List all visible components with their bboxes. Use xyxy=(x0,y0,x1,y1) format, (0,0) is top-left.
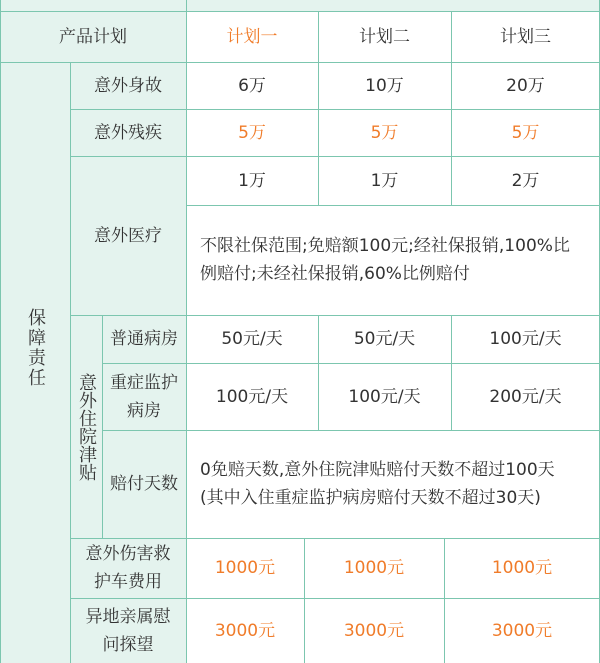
grid-line xyxy=(186,205,600,206)
icu-plan-1: 100元/天 xyxy=(215,386,289,407)
grid-line xyxy=(70,156,600,157)
ward-label: 普通病房 xyxy=(110,329,178,349)
hospital-label xyxy=(70,315,102,538)
grid-line xyxy=(0,0,1,663)
medical-note: 不限社保范围;免赔额100元;经社保报销,100%比例赔付;未经社保报销,60%比例赔付 xyxy=(200,236,570,284)
guarantee-label-text: 保障责任 xyxy=(25,307,46,388)
death-plan-3: 20万 xyxy=(506,75,545,96)
header-plan-1: 计划一 xyxy=(226,27,278,47)
grid-line xyxy=(444,538,445,663)
grid-line xyxy=(304,538,305,663)
grid-line xyxy=(102,315,103,538)
grid-line xyxy=(0,62,600,63)
visit-plan-2: 3000元 xyxy=(343,620,405,641)
header-plan-2: 计划二 xyxy=(359,27,410,47)
grid-line xyxy=(70,538,600,539)
ambulance-plan-2: 1000元 xyxy=(343,558,405,578)
guarantee-label xyxy=(0,62,70,663)
disability-plan-3: 5万 xyxy=(511,122,540,143)
icu-plan-2: 100元/天 xyxy=(348,386,421,407)
medical-plan-3: 2万 xyxy=(511,170,540,191)
grid-line xyxy=(70,315,600,316)
death-label: 意外身故 xyxy=(94,75,162,96)
ward-plan-1: 50元/天 xyxy=(221,329,283,349)
grid-line xyxy=(318,315,319,430)
hospital-label-text: 意外住院津贴 xyxy=(76,372,97,481)
days-label: 赔付天数 xyxy=(110,474,178,494)
death-plan-1: 6万 xyxy=(238,75,266,96)
grid-line xyxy=(186,0,187,663)
visit-label: 异地亲属慰问探望 xyxy=(85,606,171,655)
death-plan-2: 10万 xyxy=(365,75,404,96)
header-product-plan: 产品计划 xyxy=(59,27,127,47)
visit-plan-3: 3000元 xyxy=(491,620,553,641)
grid-line xyxy=(0,11,600,12)
grid-line xyxy=(102,430,600,431)
visit-plan-1: 3000元 xyxy=(214,620,276,641)
disability-plan-2: 5万 xyxy=(370,122,399,143)
ambulance-plan-1: 1000元 xyxy=(214,558,276,578)
icu-plan-3: 200元/天 xyxy=(489,386,562,407)
header-plan-3: 计划三 xyxy=(500,27,551,47)
grid-line xyxy=(451,315,452,430)
grid-line xyxy=(102,363,600,364)
grid-line xyxy=(318,12,319,205)
ward-plan-3: 100元/天 xyxy=(489,329,562,349)
ward-plan-2: 50元/天 xyxy=(353,329,416,349)
grid-line xyxy=(70,109,600,110)
days-note: 0免赔天数,意外住院津贴赔付天数不超过100天(其中入住重症监护病房赔付天数不超过30天) xyxy=(200,460,555,508)
grid-line xyxy=(70,62,71,663)
medical-label: 意外医疗 xyxy=(94,225,162,246)
grid-line xyxy=(451,12,452,205)
ambulance-plan-3: 1000元 xyxy=(491,558,553,578)
ambulance-label: 意外伤害救护车费用 xyxy=(85,544,171,592)
disability-label: 意外残疾 xyxy=(94,122,162,143)
grid-line xyxy=(70,598,600,599)
medical-plan-1: 1万 xyxy=(238,170,266,191)
disability-plan-1: 5万 xyxy=(238,122,266,143)
icu-label: 重症监护病房 xyxy=(110,372,178,421)
medical-plan-2: 1万 xyxy=(370,170,399,191)
